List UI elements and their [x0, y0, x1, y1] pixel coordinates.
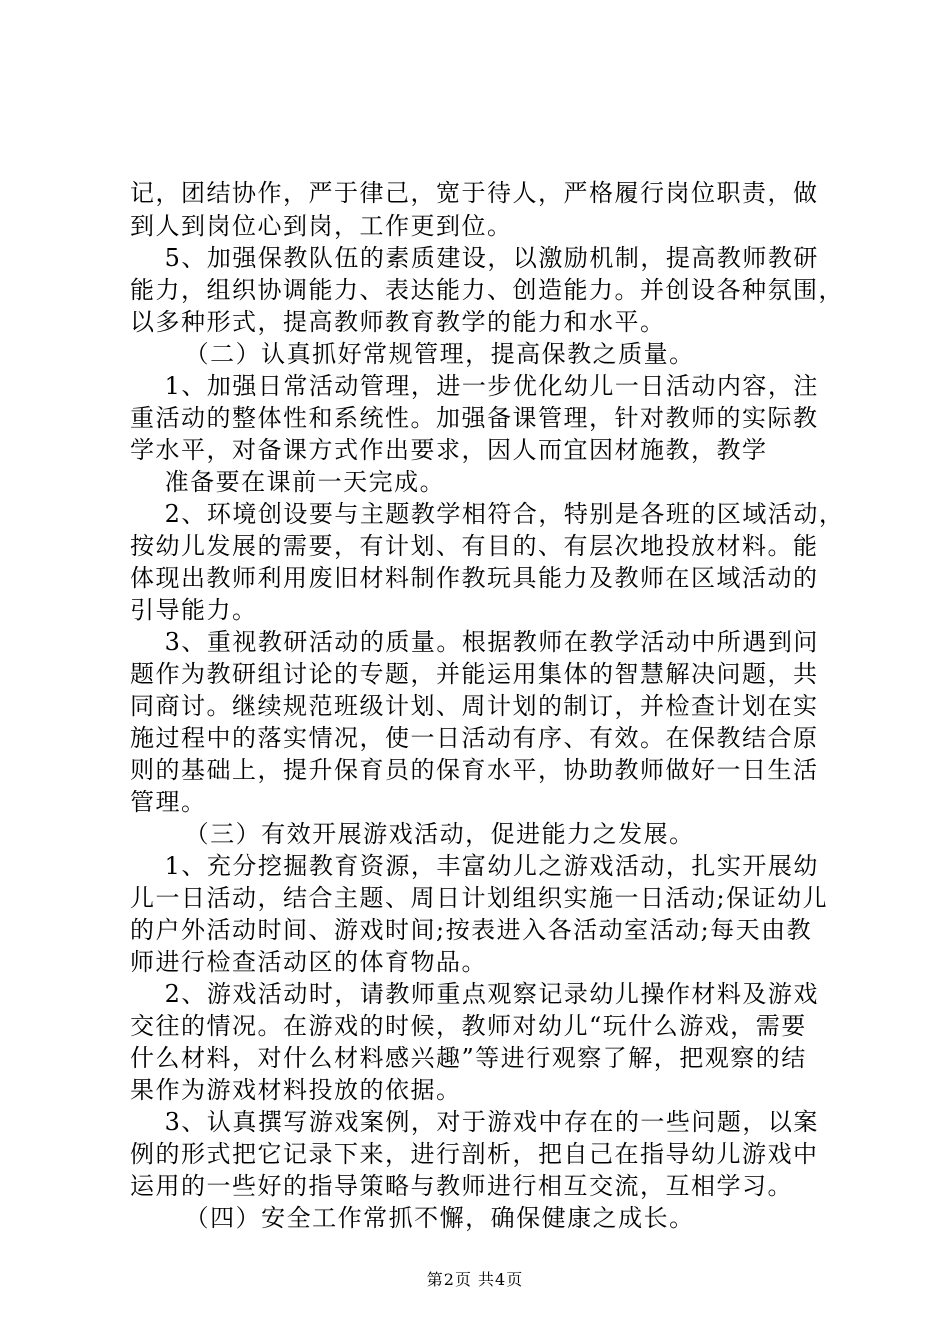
paragraph-start: 1、充分挖掘教育资源，丰富幼儿之游戏活动，扎实开展幼 [130, 852, 819, 880]
paragraph-start: 1、加强日常活动管理，进一步优化幼儿一日活动内容，注 [130, 372, 819, 400]
text-line: 师进行检查活动区的体育物品。 [130, 948, 487, 976]
section-heading: （二）认真抓好常规管理，提高保教之质量。 [150, 340, 695, 368]
paragraph-start: 2、环境创设要与主题教学相符合，特别是各班的区域活动， [130, 500, 845, 528]
text-line: 以多种形式，提高教师教育教学的能力和水平。 [130, 308, 666, 336]
text-line: 什么材料，对什么材料感兴趣”等进行观察了解，把观察的结 [130, 1044, 807, 1072]
text-line: 则的基础上，提升保育员的保育水平，协助教师做好一日生活 [130, 756, 819, 784]
section-heading: （四）安全工作常抓不懈，确保健康之成长。 [150, 1204, 695, 1232]
text-line: 体现出教师利用废旧材料制作教玩具能力及教师在区域活动的 [130, 564, 819, 592]
text-line: 能力，组织协调能力、表达能力、创造能力。并创设各种氛围， [130, 276, 844, 304]
text-line: 重活动的整体性和系统性。加强备课管理，针对教师的实际教 [130, 404, 819, 432]
section-heading: （三）有效开展游戏活动，促进能力之发展。 [150, 820, 695, 848]
text-line: 记，团结协作，严于律己，宽于待人，严格履行岗位职责，做 [130, 179, 819, 207]
text-line: 儿一日活动，结合主题、周日计划组织实施一日活动;保证幼儿 [130, 884, 829, 912]
text-line: 同商讨。继续规范班级计划、周计划的制订，并检查计划在实 [130, 692, 819, 720]
text-line: 学水平，对备课方式作出要求，因人而宜因材施教，教学 [130, 436, 768, 464]
text-line: 例的形式把它记录下来，进行剖析，把自己在指导幼儿游戏中 [130, 1140, 819, 1168]
page-footer: 第2页 共4页 [426, 1270, 524, 1289]
paragraph-start: 3、认真撰写游戏案例，对于游戏中存在的一些问题，以案 [130, 1108, 819, 1136]
text-line: 交往的情况。在游戏的时候，教师对幼儿“玩什么游戏，需要 [130, 1012, 807, 1040]
text-line: 按幼儿发展的需要，有计划、有目的、有层次地投放材料。能 [130, 532, 819, 560]
text-line: 准备要在课前一天完成。 [130, 468, 446, 496]
text-line: 果作为游戏材料投放的依据。 [130, 1076, 462, 1104]
paragraph-start: 2、游戏活动时，请教师重点观察记录幼儿操作材料及游戏 [130, 980, 819, 1008]
paragraph-start: 5、加强保教队伍的素质建设，以激励机制，提高教师教研 [130, 244, 819, 272]
text-line: 施过程中的落实情况，使一日活动有序、有效。在保教结合原 [130, 724, 819, 752]
text-line: 运用的一些好的指导策略与教师进行相互交流，互相学习。 [130, 1172, 793, 1200]
text-line: 管理。 [130, 788, 207, 816]
text-line: 到人到岗位心到岗，工作更到位。 [130, 212, 513, 240]
text-line: 题作为教研组讨论的专题，并能运用集体的智慧解决问题，共 [130, 660, 819, 688]
text-line: 引导能力。 [130, 596, 258, 624]
text-line: 的户外活动时间、游戏时间;按表进入各活动室活动;每天由教 [130, 916, 813, 944]
paragraph-start: 3、重视教研活动的质量。根据教师在教学活动中所遇到问 [130, 628, 819, 656]
